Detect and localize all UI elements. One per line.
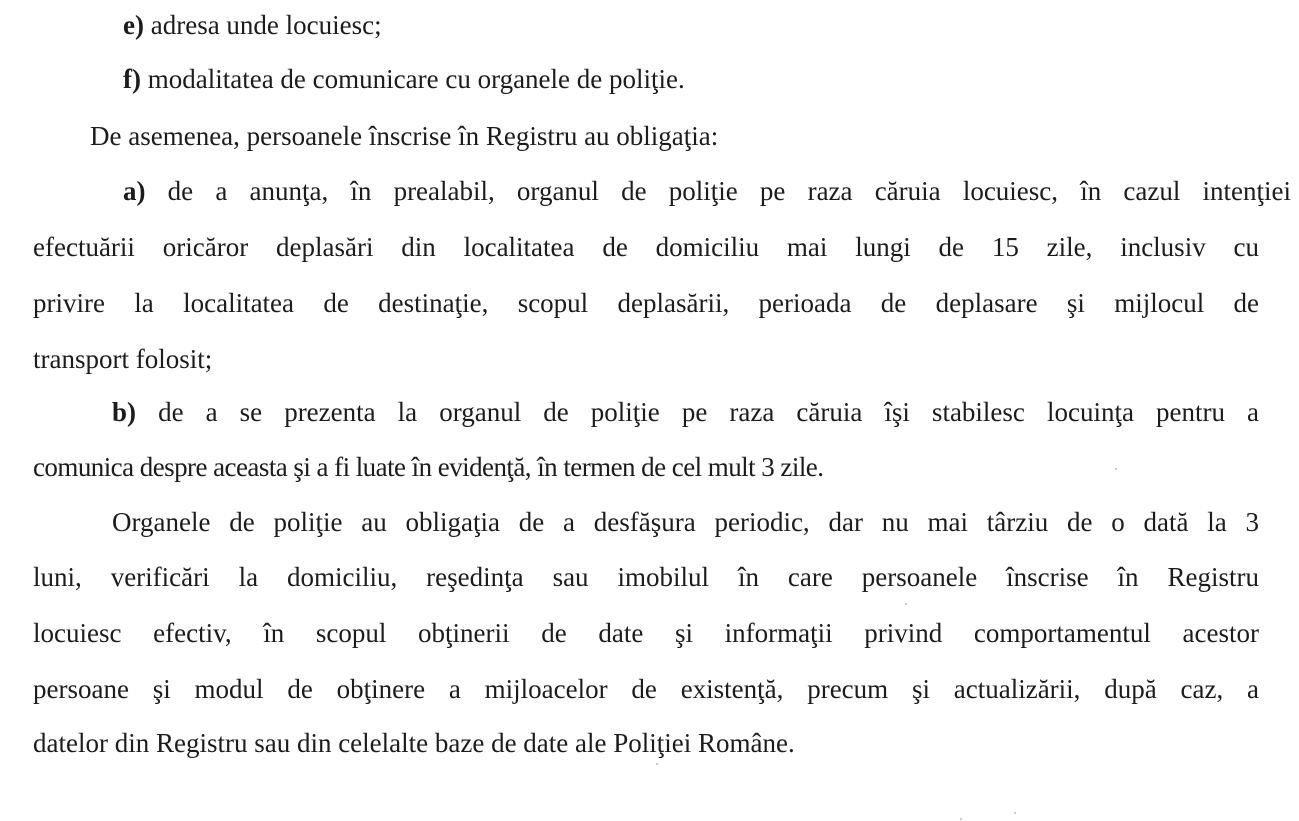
item-label: f) (123, 64, 141, 94)
list-item-e (123, 12, 382, 39)
list-item-f (123, 66, 685, 93)
paragraph-line-2: luni, verificări la domiciliu, reşedinţa sau imobilul în care persoanele înscrise în Registru (33, 562, 1259, 592)
intro-paragraph: De asemenea, persoanele înscrise în Registru au obligaţia: (90, 121, 719, 151)
paragraph-line-4: persoane şi modul de obţinere a mijloacelor de existenţă, precum şi actualizării, după caz, a (33, 674, 1259, 704)
item-text: de a se prezenta la organul de poliţie pe raza căruia îşi stabilesc locuinţa pentru a (136, 397, 1259, 427)
scan-speck (1014, 812, 1016, 814)
scan-speck (1115, 468, 1117, 470)
scan-speck (960, 818, 962, 820)
item-text: de a anunţa, în prealabil, organul de poliţie pe raza căruia locuiesc, în cazul intenţiei (145, 176, 1291, 206)
item-b-line-1 (112, 399, 1259, 426)
scan-speck (656, 763, 658, 765)
paragraph-line-1: Organele de poliţie au obligaţia de a desfăşura periodic, dar nu mai târziu de o dată la 3 (112, 507, 1259, 537)
item-a-line-1 (123, 178, 1291, 205)
paragraph-line-3: locuiesc efectiv, în scopul obţinerii de date şi informaţii privind comportamentul acestor (33, 618, 1259, 648)
scan-speck (905, 603, 907, 605)
item-a-line-3: privire la localitatea de destinaţie, scopul deplasării, perioada de deplasare şi mijlocul de (33, 288, 1259, 318)
item-a-line-4: transport folosit; (33, 344, 213, 374)
item-b-line-2: comunica despre aceasta şi a fi luate în evidenţă, în termen de cel mult 3 zile. (33, 452, 824, 482)
item-label: a) (123, 176, 146, 206)
item-text: adresa unde locuiesc; (143, 10, 382, 40)
paragraph-line-5: datelor din Registru sau din celelalte baze de date ale Poliţiei Române. (33, 728, 795, 758)
item-label: e) (123, 10, 144, 40)
item-a-line-2: efectuării oricăror deplasări din localitatea de domiciliu mai lungi de 15 zile, inclusiv cu (33, 232, 1259, 262)
item-text: modalitatea de comunicare cu organele de poliţie. (140, 64, 685, 94)
item-label: b) (112, 397, 137, 427)
